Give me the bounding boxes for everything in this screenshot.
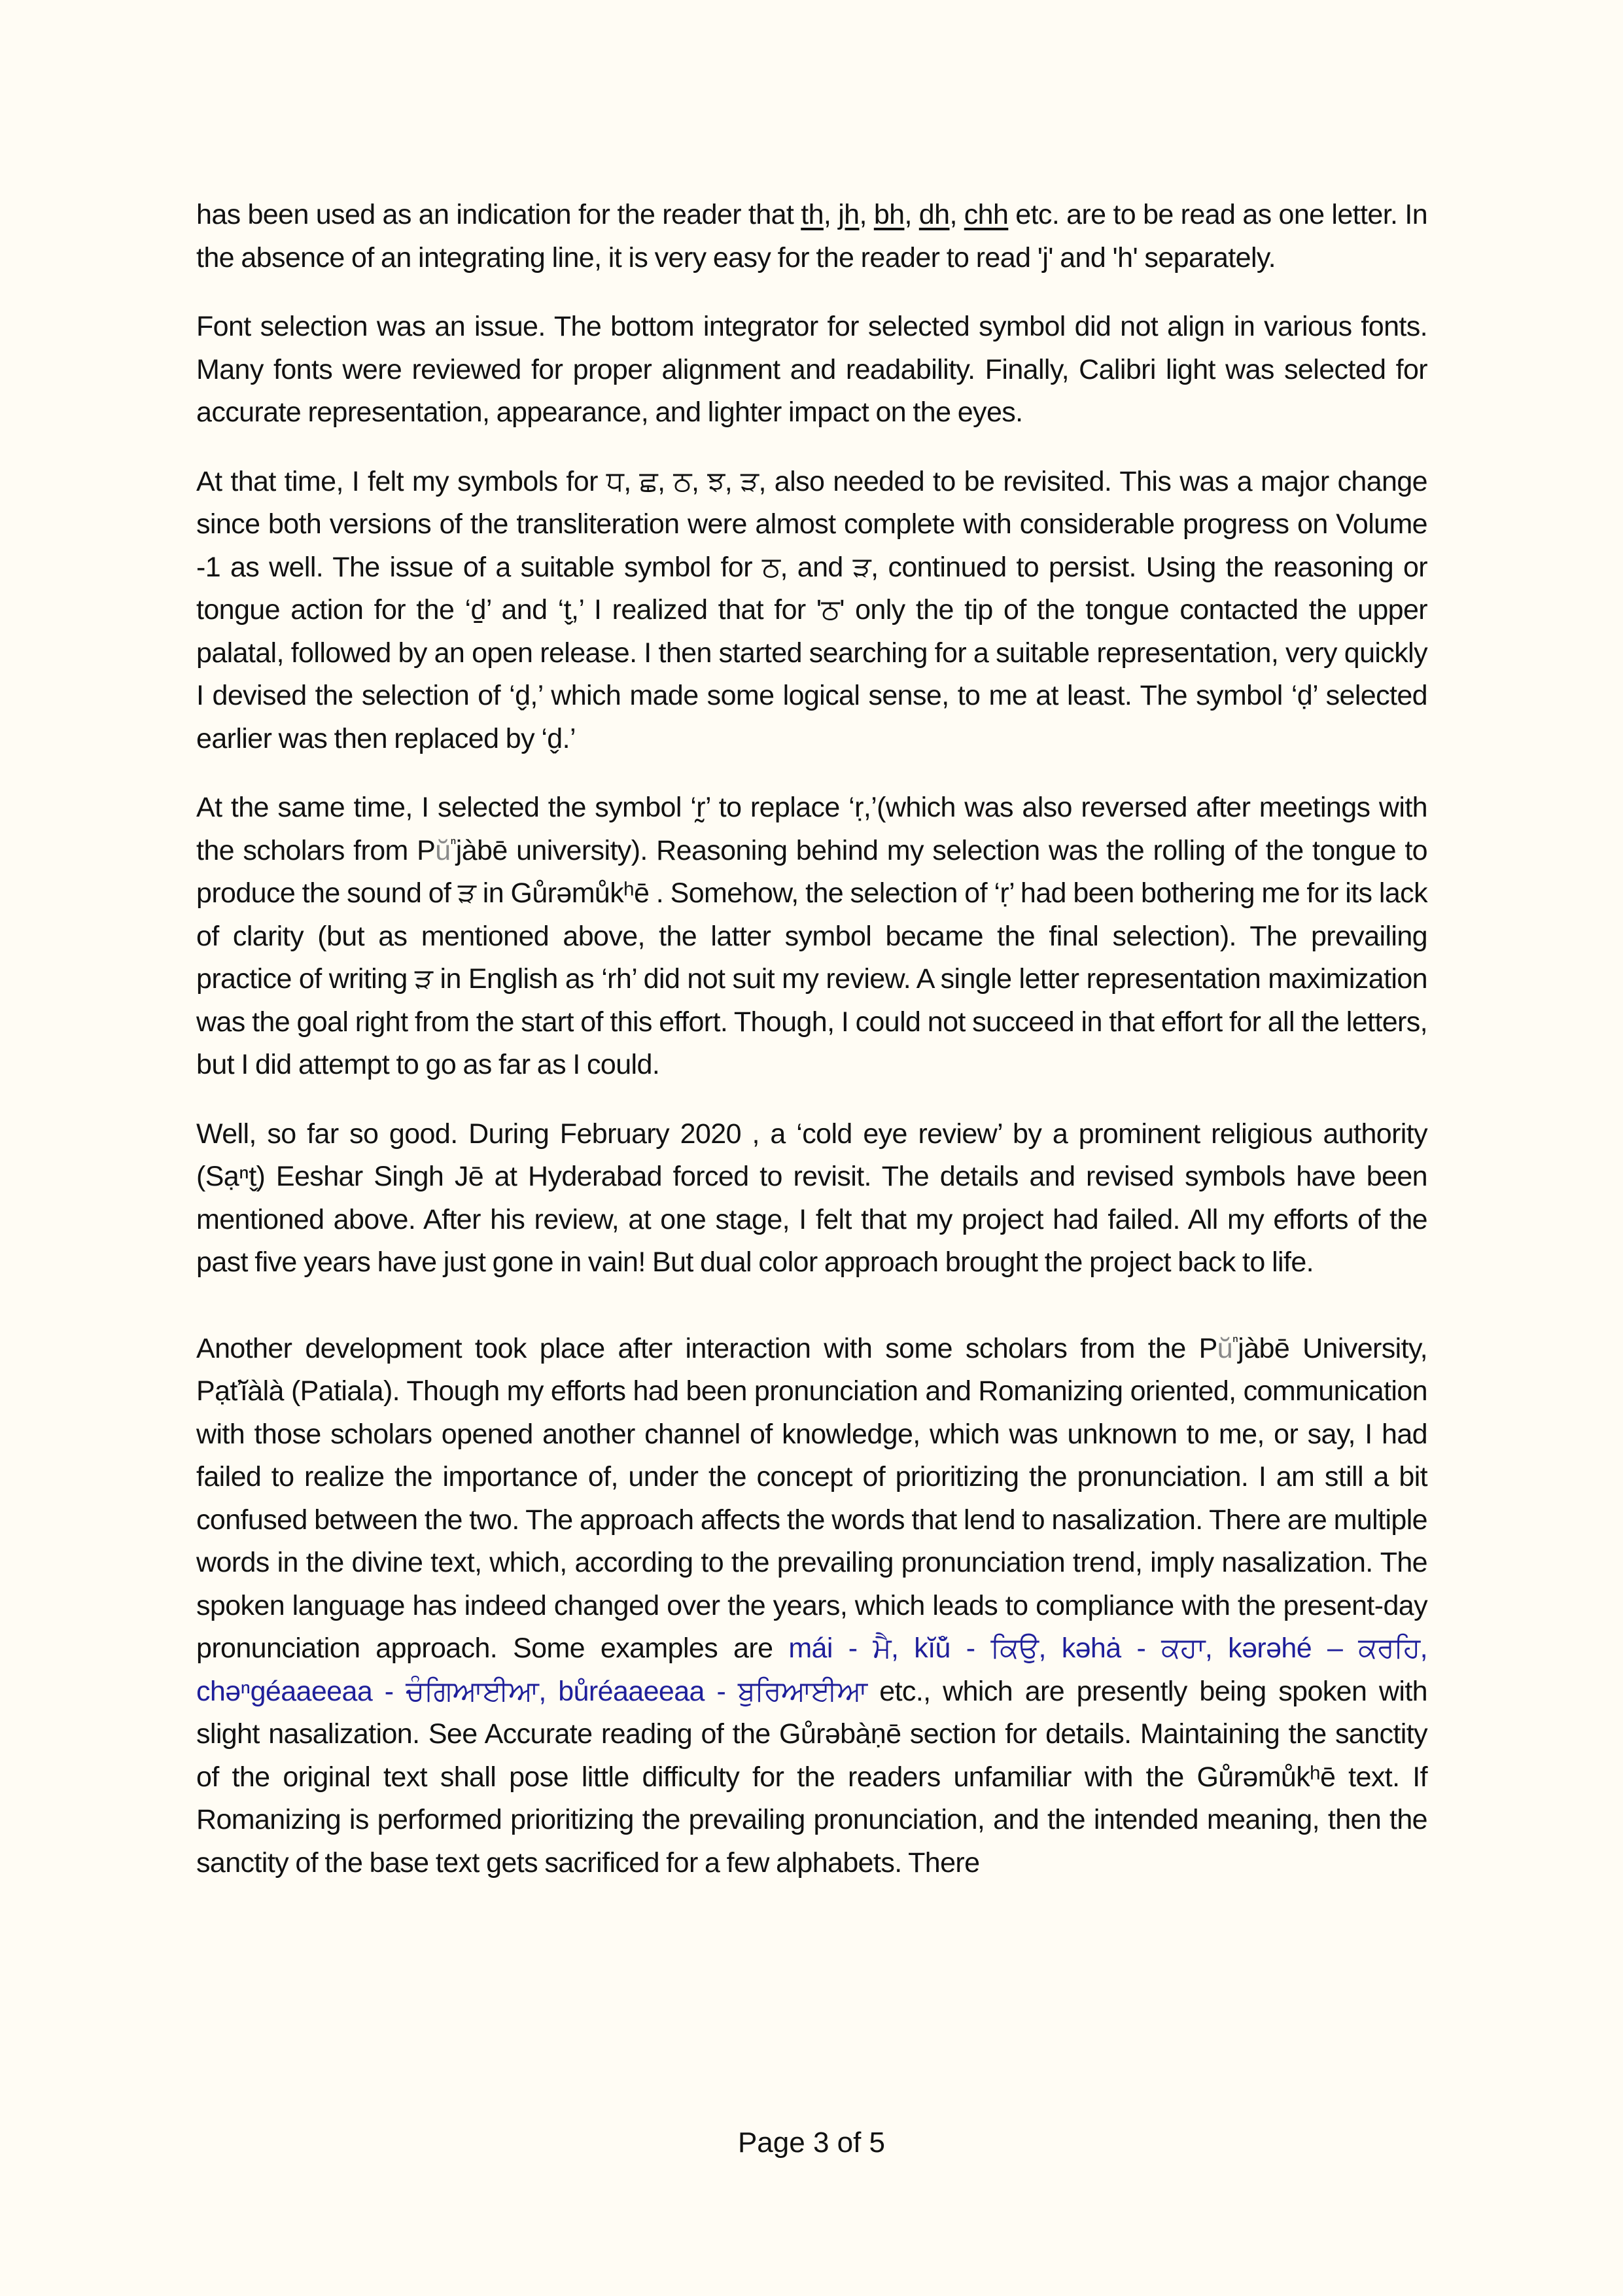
text-run: At the same time, I selected the symbol ‘r̰’ to replace ‘ṛ,’(which was also reversed after meetings with the scholars from P — [196, 792, 1427, 866]
text-run: , — [823, 199, 839, 230]
paragraph-cold-eye-review — [196, 1113, 1427, 1284]
text-run: has been used as an indication for the reader that — [196, 199, 801, 230]
text-sup: ⁿ — [450, 834, 456, 852]
paragraph-symbol-revision — [196, 461, 1427, 761]
text-underline: th — [801, 199, 824, 230]
text-run: At that time, I felt my symbols for ਧ, ਛ, ਠ, ਝ, ੜ, also needed to be revisited. This was a major change since both versions of the transliteration were almost complete with considerable progress on Volume -1 as well. The issue of a suitable symbol for ਠ, and ੜ, continued to persist. Using the reasoning or tongue action for the ‘d̠’ and ‘t̬,’ I realized that for 'ਠ' only the tip of the tongue contacted the upper palatal, followed by an open release. I then started searching for a suitable representation, very quickly I devised the selection of ‘d̬,’ which made some logical sense, to me at least. The symbol ‘ḍ’ selected earlier was then replaced by ‘d̬.’ — [196, 465, 1427, 754]
text-blue: mái - ਮੈ, kĭŭ̊ - ਕਿਉ, kəhȧ - ਕਹਾ, kərəhé – ਕਰਹਿ, chəⁿgéaaeeaa - ਚੰਗਿਆਈਆ, bůréaaeeaa - ਬੁਰਿਆਈਆ — [196, 1633, 1427, 1707]
text-underline: chh — [964, 199, 1009, 230]
text-run: , — [949, 199, 964, 230]
text-grey: ŭ — [1217, 1332, 1233, 1364]
text-underline: jh — [838, 199, 860, 230]
paragraph-r-symbol — [196, 786, 1427, 1087]
text-grey: ŭ — [435, 834, 451, 866]
text-underline: bh — [873, 199, 905, 230]
paragraph-nasalization — [196, 1328, 1427, 1885]
page-number-footer: Page 3 of 5 — [737, 2127, 886, 2159]
text-run: , — [859, 199, 874, 230]
paragraph-integrating-line — [196, 194, 1427, 279]
text-run: etc., which are presently being spoken with slight nasalization. See Accurate reading of the Gůrəbàṇē section for details. Maintaining the sanctity of the original text shall pose little difficulty for the readers unfamiliar with the Gůrəmůkʰē text. If Romanizing is performed prioritizing the prevailing pronunciation, and the intended meaning, then the sanctity of the base text gets sacrificed for a few alphabets. There — [196, 1675, 1427, 1879]
text-underline: dh — [918, 199, 950, 230]
text-run: Well, so far so good. During February 2020 , a ‘cold eye review’ by a prominent religious authority (Sạⁿt̬) Eeshar Singh Jē at Hyderabad forced to revisit. The details and revised symbols have been mentioned above. After his review, at one stage, I felt that my project had failed. All my efforts of the past five years have just gone in vain! But dual color approach brought the project back to life. — [196, 1118, 1427, 1278]
text-run: , — [904, 199, 919, 230]
text-run: jàbē University, Pạťĭàlà (Patiala). Though my efforts had been pronunciation and Romanizing oriented, communication with those scholars opened another channel of knowledge, which was unknown to me, or say, I had failed to realize the importance of, under the concept of prioritizing the pronunciation. I am still a bit confused between the two. The approach affects the words that lend to nasalization. There are multiple words in the divine text, which, according to the prevailing pronunciation trend, imply nasalization. The spoken language has indeed changed over the years, which leads to compliance with the present-day pronunciation approach. Some examples are — [196, 1332, 1428, 1664]
text-run: Another development took place after interaction with some scholars from the P — [196, 1332, 1217, 1364]
paragraph-font-selection — [196, 306, 1427, 434]
text-run: jàbē university). Reasoning behind my selection was the rolling of the tongue to produce the sound of ੜ in Gůrəmůkʰē . Somehow, the selection of ‘ṛ’ had been bothering me for its lack of clarity (but as mentioned above, the latter symbol became the final selection). The prevailing practice of writing ੜ in English as ‘rh’ did not suit my review. A single letter representation maximization was the goal right from the start of this effort. Though, I could not succeed in that effort for all the letters, but I did attempt to go as far as I could. — [196, 834, 1428, 1080]
text-run: etc. are to be read as one letter. In the absence of an integrating line, it is very easy for the reader to read 'j' and 'h' separately. — [196, 199, 1428, 274]
text-run: Font selection was an issue. The bottom integrator for selected symbol did not align in various fonts. Many fonts were reviewed for proper alignment and readability. Finally, Calibri light was selected for accurate representation, appearance, and lighter impact on the eyes. — [196, 311, 1427, 428]
document-page — [196, 194, 1427, 1911]
text-sup: ⁿ — [1232, 1332, 1238, 1350]
